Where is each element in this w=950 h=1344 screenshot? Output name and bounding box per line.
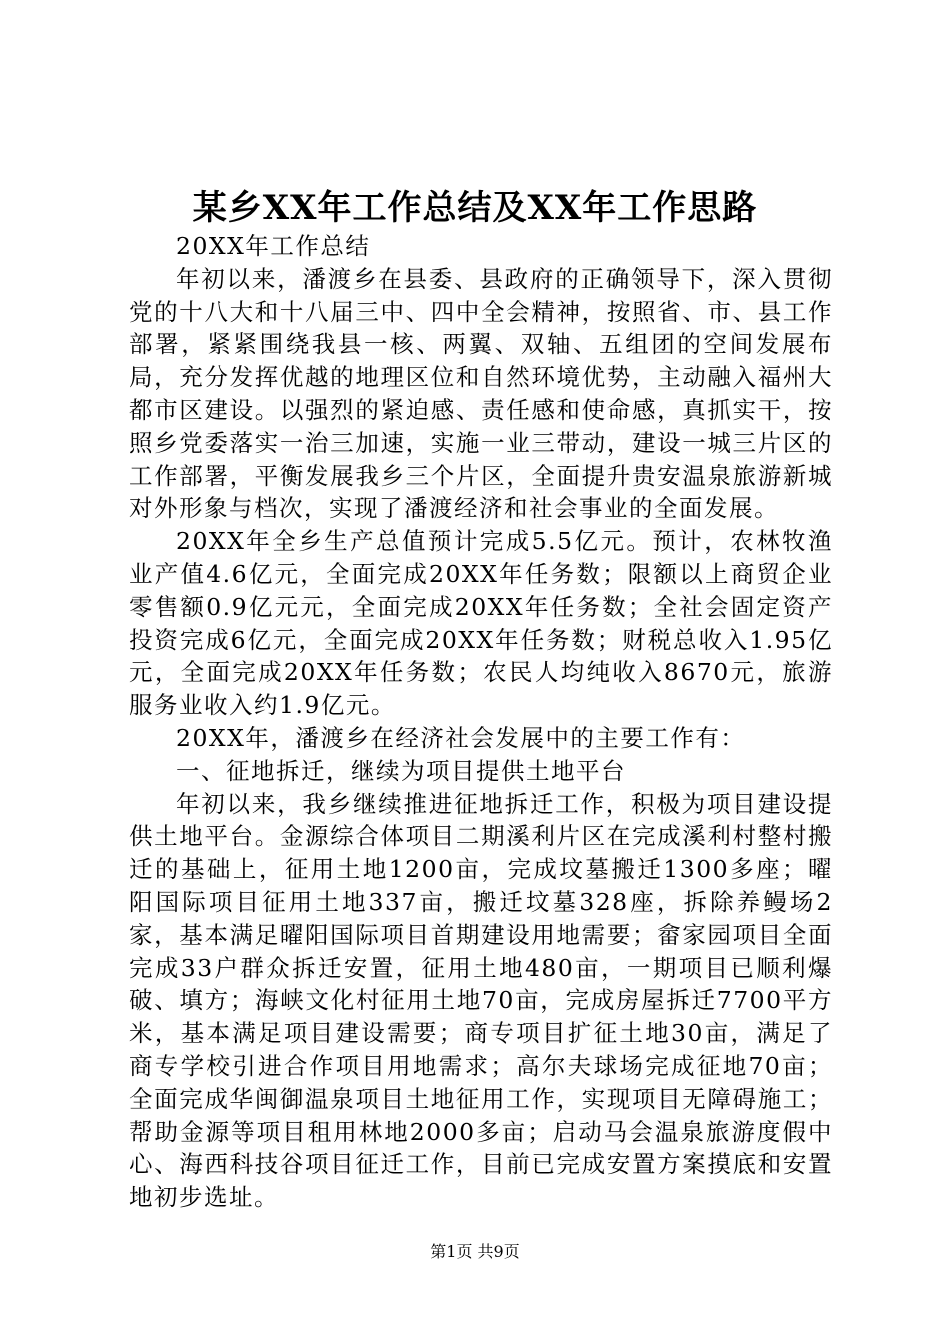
- document-body: [129, 230, 833, 1214]
- paragraph-land-acquisition: 年初以来，我乡继续推进征地拆迁工作，积极为项目建设提供土地平台。金源综合体项目二期溪利片区在完成溪利村整村搬迁的基础上，征用土地1200亩，完成坟墓搬迁1300多座；曜阳国际项目征用土地337亩，搬迁坟墓328座，拆除养鳗场2家，基本满足曜阳国际项目首期建设用地需要；畲家园项目全面完成33户群众拆迁安置，征用土地480亩，一期项目已顺利爆破、填方；海峡文化村征用土地70亩，完成房屋拆迁7700平方米，基本满足项目建设需要；商专项目扩征土地30亩，满足了商专学校引进合作项目用地需求；高尔夫球场完成征地70亩；全面完成华闽御温泉项目土地征用工作，实现项目无障碍施工；帮助金源等项目租用林地2000多亩；启动马会温泉旅游度假中心、海西科技谷项目征迁工作，目前已完成安置方案摸底和安置地初步选址。: [129, 789, 833, 1212]
- paragraph-overview: 年初以来，潘渡乡在县委、县政府的正确领导下，深入贯彻党的十八大和十八届三中、四中全会精神，按照省、市、县工作部署，紧紧围绕我县一核、两翼、双轴、五组团的空间发展布局，充分发挥优越的地理区位和自然环境优势，主动融入福州大都市区建设。以强烈的紧迫感、责任感和使命感，真抓实干，按照乡党委落实一治三加速，实施一业三带动，建设一城三片区的工作部署，平衡发展我乡三个片区，全面提升贵安温泉旅游新城对外形象与档次，实现了潘渡经济和社会事业的全面发展。: [129, 264, 833, 523]
- document-title: 某乡XX年工作总结及XX年工作思路: [192, 188, 758, 228]
- section-heading-summary: 20XX年工作总结: [176, 232, 371, 260]
- paragraph-main-work-intro: 20XX年，潘渡乡在经济社会发展中的主要工作有：: [176, 723, 746, 752]
- paragraph-economic-figures: 20XX年全乡生产总值预计完成5.5亿元。预计，农林牧渔业产值4.6亿元，全面完成20XX年任务数；限额以上商贸企业零售额0.9亿元元，全面完成20XX年任务数；全社会固定资产投资完成6亿元，全面完成20XX年任务数；财税总收入1.95亿元，全面完成20XX年任务数；农民人均纯收入8670元，旅游服务业收入约1.9亿元。: [129, 527, 833, 720]
- section-heading-land-acquisition: 一、征地拆迁，继续为项目提供土地平台: [176, 756, 626, 785]
- page-footer: 第1页 共9页: [430, 1242, 520, 1261]
